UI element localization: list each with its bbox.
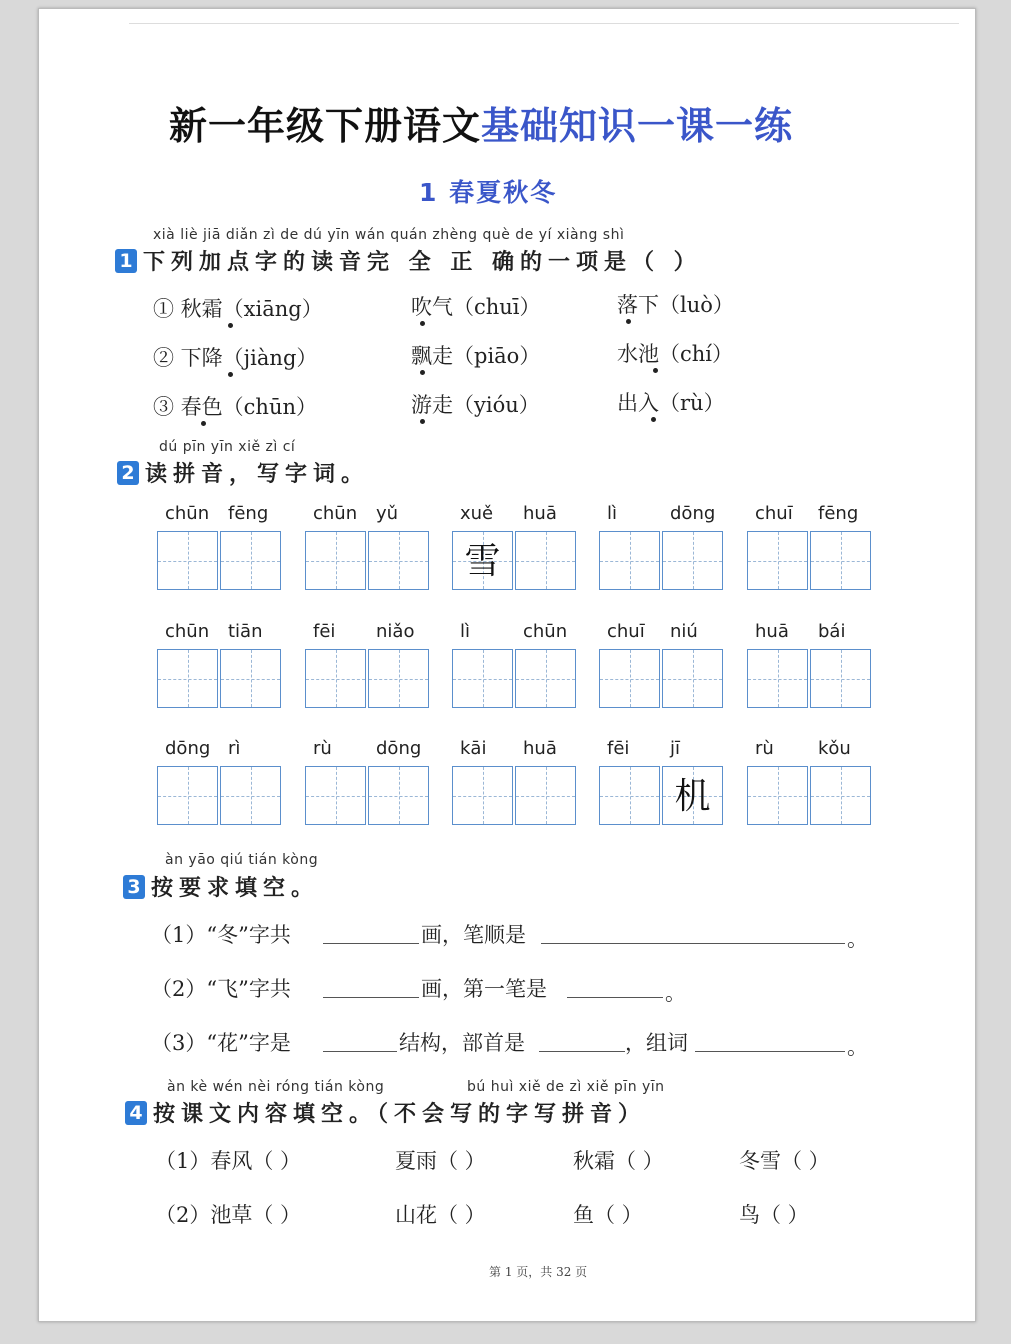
q3-line3-mid: 结构，部首是 [399, 1031, 525, 1055]
tianzige-box[interactable] [452, 649, 513, 708]
q4-row1-item4: 冬雪（ ） [739, 1149, 830, 1173]
pinyin-label: yǔ [376, 503, 399, 524]
tianzige-box[interactable] [662, 649, 723, 708]
pinyin-label: niǎo [376, 621, 415, 642]
q4-pinyin-b: bú huì xiě de zì xiě pīn yīn [467, 1079, 665, 1095]
pinyin-label: fēi [607, 738, 630, 759]
pinyin-label: fēng [228, 503, 269, 524]
emphasis-dot [228, 323, 233, 328]
q3-line1-mid: 画，笔顺是 [421, 923, 526, 947]
pinyin-label: lì [607, 503, 618, 524]
pinyin-label: bái [818, 621, 846, 642]
q2-pinyin: dú pīn yīn xiě zì cí [159, 439, 296, 455]
pinyin-label: huā [523, 738, 557, 759]
pinyin-label: tiān [228, 621, 263, 642]
written-character [516, 532, 575, 589]
top-divider [129, 23, 959, 24]
q3-blank-stroke-count-2[interactable] [323, 997, 419, 998]
title-part1: 新一年级下册语文 [169, 103, 482, 148]
tianzige-box[interactable] [452, 531, 513, 590]
pinyin-label: chuī [755, 503, 793, 524]
q4-row1-item3: 秋霜（ ） [573, 1149, 664, 1173]
pinyin-label: chūn [523, 621, 568, 642]
written-character [221, 650, 280, 707]
written-character [600, 650, 659, 707]
pinyin-label: dōng [165, 738, 211, 759]
q3-line3-start: （3）“花”字是 [151, 1031, 291, 1055]
tianzige-box[interactable] [810, 766, 871, 825]
page-footer: 第 1 页，共 32 页 [489, 1265, 588, 1279]
written-character [748, 767, 807, 824]
q1-row3-col1: ③ 春色（chūn） [153, 395, 318, 419]
q4-row1-item2: 夏雨（ ） [395, 1149, 486, 1173]
written-character: 机 [674, 776, 711, 817]
pinyin-label: chūn [165, 621, 210, 642]
written-character [158, 767, 217, 824]
written-character [306, 767, 365, 824]
written-character [221, 532, 280, 589]
tianzige-box[interactable] [747, 531, 808, 590]
q2-text: 读拼音，写字词。 [145, 461, 370, 487]
tianzige-box[interactable] [662, 766, 723, 825]
tianzige-box[interactable] [157, 531, 218, 590]
emphasis-dot [653, 368, 658, 373]
q1-row3-col2: 游走（yióu） [411, 393, 540, 417]
q3-text: 按要求填空。 [151, 875, 320, 901]
q3-blank-stroke-count-1[interactable] [323, 943, 419, 944]
written-character [306, 532, 365, 589]
written-character [453, 767, 512, 824]
q1-text: 下列加点字的读音完 全 正 确的一项是（ ） [143, 249, 702, 275]
tianzige-box[interactable] [810, 649, 871, 708]
tianzige-box[interactable] [220, 649, 281, 708]
written-character [516, 767, 575, 824]
q3-line2-start: （2）“飞”字共 [151, 977, 291, 1001]
written-character [516, 650, 575, 707]
tianzige-box[interactable] [220, 531, 281, 590]
tianzige-box[interactable] [452, 766, 513, 825]
tianzige-box[interactable] [599, 531, 660, 590]
tianzige-box[interactable] [515, 766, 576, 825]
emphasis-dot [228, 372, 233, 377]
written-character [453, 650, 512, 707]
written-character [811, 650, 870, 707]
pinyin-label: xuě [460, 503, 494, 524]
written-character [600, 532, 659, 589]
tianzige-box[interactable] [747, 766, 808, 825]
tianzige-box[interactable] [515, 649, 576, 708]
tianzige-box[interactable] [157, 649, 218, 708]
written-character [221, 767, 280, 824]
written-character: 雪 [464, 541, 501, 582]
written-character [600, 767, 659, 824]
written-character [369, 650, 428, 707]
lesson-title: 1 春夏秋冬 [419, 178, 558, 207]
q3-pinyin: àn yāo qiú tián kòng [165, 852, 319, 868]
q3-blank-radical[interactable] [539, 1051, 625, 1052]
tianzige-box[interactable] [305, 531, 366, 590]
q2-heading [117, 457, 369, 488]
tianzige-box[interactable] [157, 766, 218, 825]
tianzige-box[interactable] [662, 531, 723, 590]
written-character [306, 650, 365, 707]
pinyin-label: chuī [607, 621, 645, 642]
q3-blank-structure[interactable] [323, 1051, 397, 1052]
q3-line2-end: 。 [665, 981, 686, 1005]
pinyin-label: rù [755, 738, 774, 759]
q4-text-a: 按课文内容填空。 [153, 1101, 378, 1127]
emphasis-dot [420, 419, 425, 424]
written-character [369, 767, 428, 824]
pinyin-label: kāi [460, 738, 487, 759]
q3-line3-mid2: ，组词 [625, 1031, 688, 1055]
tianzige-box[interactable] [305, 766, 366, 825]
tianzige-box[interactable] [368, 649, 429, 708]
written-character [158, 650, 217, 707]
q3-line1-start: （1）“冬”字共 [151, 923, 291, 947]
pinyin-label: chūn [165, 503, 210, 524]
written-character [748, 650, 807, 707]
q1-pinyin: xià liè jiā diǎn zì de dú yīn wán quán zhèng què de yí xiàng shì [153, 227, 625, 243]
q3-heading [123, 871, 319, 902]
emphasis-dot [420, 370, 425, 375]
q3-line1-end: 。 [847, 927, 868, 951]
q4-row2-item1: （2）池草（ ） [155, 1203, 302, 1227]
q1-number: 1 [115, 249, 137, 273]
q1-row1-col2: 吹气（chuī） [411, 295, 541, 319]
q3-blank-word[interactable] [695, 1051, 845, 1052]
q3-blank-first-stroke[interactable] [567, 997, 663, 998]
q4-row2-item3: 鱼（ ） [573, 1203, 643, 1227]
q4-row2-item4: 鸟（ ） [739, 1203, 809, 1227]
q1-row1-col3: 落下（luò） [617, 293, 734, 317]
pinyin-label: fēng [818, 503, 859, 524]
emphasis-dot [626, 319, 631, 324]
q4-pinyin-a: àn kè wén nèi róng tián kòng [167, 1079, 385, 1095]
q1-row1-col1: ① 秋霜（xiāng） [153, 297, 323, 321]
q1-row2-col1: ② 下降（jiàng） [153, 346, 318, 370]
q1-row2-col2: 飘走（piāo） [411, 344, 541, 368]
q3-blank-stroke-order[interactable] [541, 943, 845, 944]
pinyin-label: chūn [313, 503, 358, 524]
title-part2: 基础知识一课一练 [481, 103, 794, 148]
pinyin-label: jī [670, 738, 681, 759]
written-character [811, 532, 870, 589]
q3-line3-end: 。 [847, 1035, 868, 1059]
pinyin-label: kǒu [818, 738, 851, 759]
tianzige-box[interactable] [747, 649, 808, 708]
q4-number: 4 [125, 1101, 147, 1125]
emphasis-dot [651, 417, 656, 422]
tianzige-box[interactable] [368, 766, 429, 825]
written-character [811, 767, 870, 824]
tianzige-box[interactable] [220, 766, 281, 825]
worksheet-page [38, 8, 976, 1322]
q1-row2-col3: 水池（chí） [617, 342, 734, 366]
written-character [158, 532, 217, 589]
page-title [169, 95, 793, 150]
pinyin-label: lì [460, 621, 471, 642]
written-character [369, 532, 428, 589]
tianzige-box[interactable] [810, 531, 871, 590]
pinyin-label: niú [670, 621, 698, 642]
q1-row3-col3: 出入（rù） [617, 391, 725, 415]
q4-text-b: （不会写的字写拼音） [377, 1101, 647, 1127]
q4-row2-item2: 山花（ ） [395, 1203, 486, 1227]
q3-number: 3 [123, 875, 145, 899]
q1-heading [115, 245, 702, 276]
tianzige-box[interactable] [368, 531, 429, 590]
pinyin-label: dōng [376, 738, 422, 759]
q3-line2-mid: 画，第一笔是 [421, 977, 547, 1001]
pinyin-label: huā [523, 503, 557, 524]
pinyin-label: huā [755, 621, 789, 642]
written-character [663, 650, 722, 707]
written-character [663, 532, 722, 589]
tianzige-box[interactable] [599, 649, 660, 708]
pinyin-label: rì [228, 738, 241, 759]
tianzige-box[interactable] [305, 649, 366, 708]
pinyin-label: dōng [670, 503, 716, 524]
tianzige-box[interactable] [515, 531, 576, 590]
emphasis-dot [420, 321, 425, 326]
q4-heading [125, 1097, 646, 1128]
pinyin-label: rù [313, 738, 332, 759]
q4-row1-item1: （1）春风（ ） [155, 1149, 302, 1173]
q2-number: 2 [117, 461, 139, 485]
emphasis-dot [201, 421, 206, 426]
written-character [748, 532, 807, 589]
tianzige-box[interactable] [599, 766, 660, 825]
pinyin-label: fēi [313, 621, 336, 642]
